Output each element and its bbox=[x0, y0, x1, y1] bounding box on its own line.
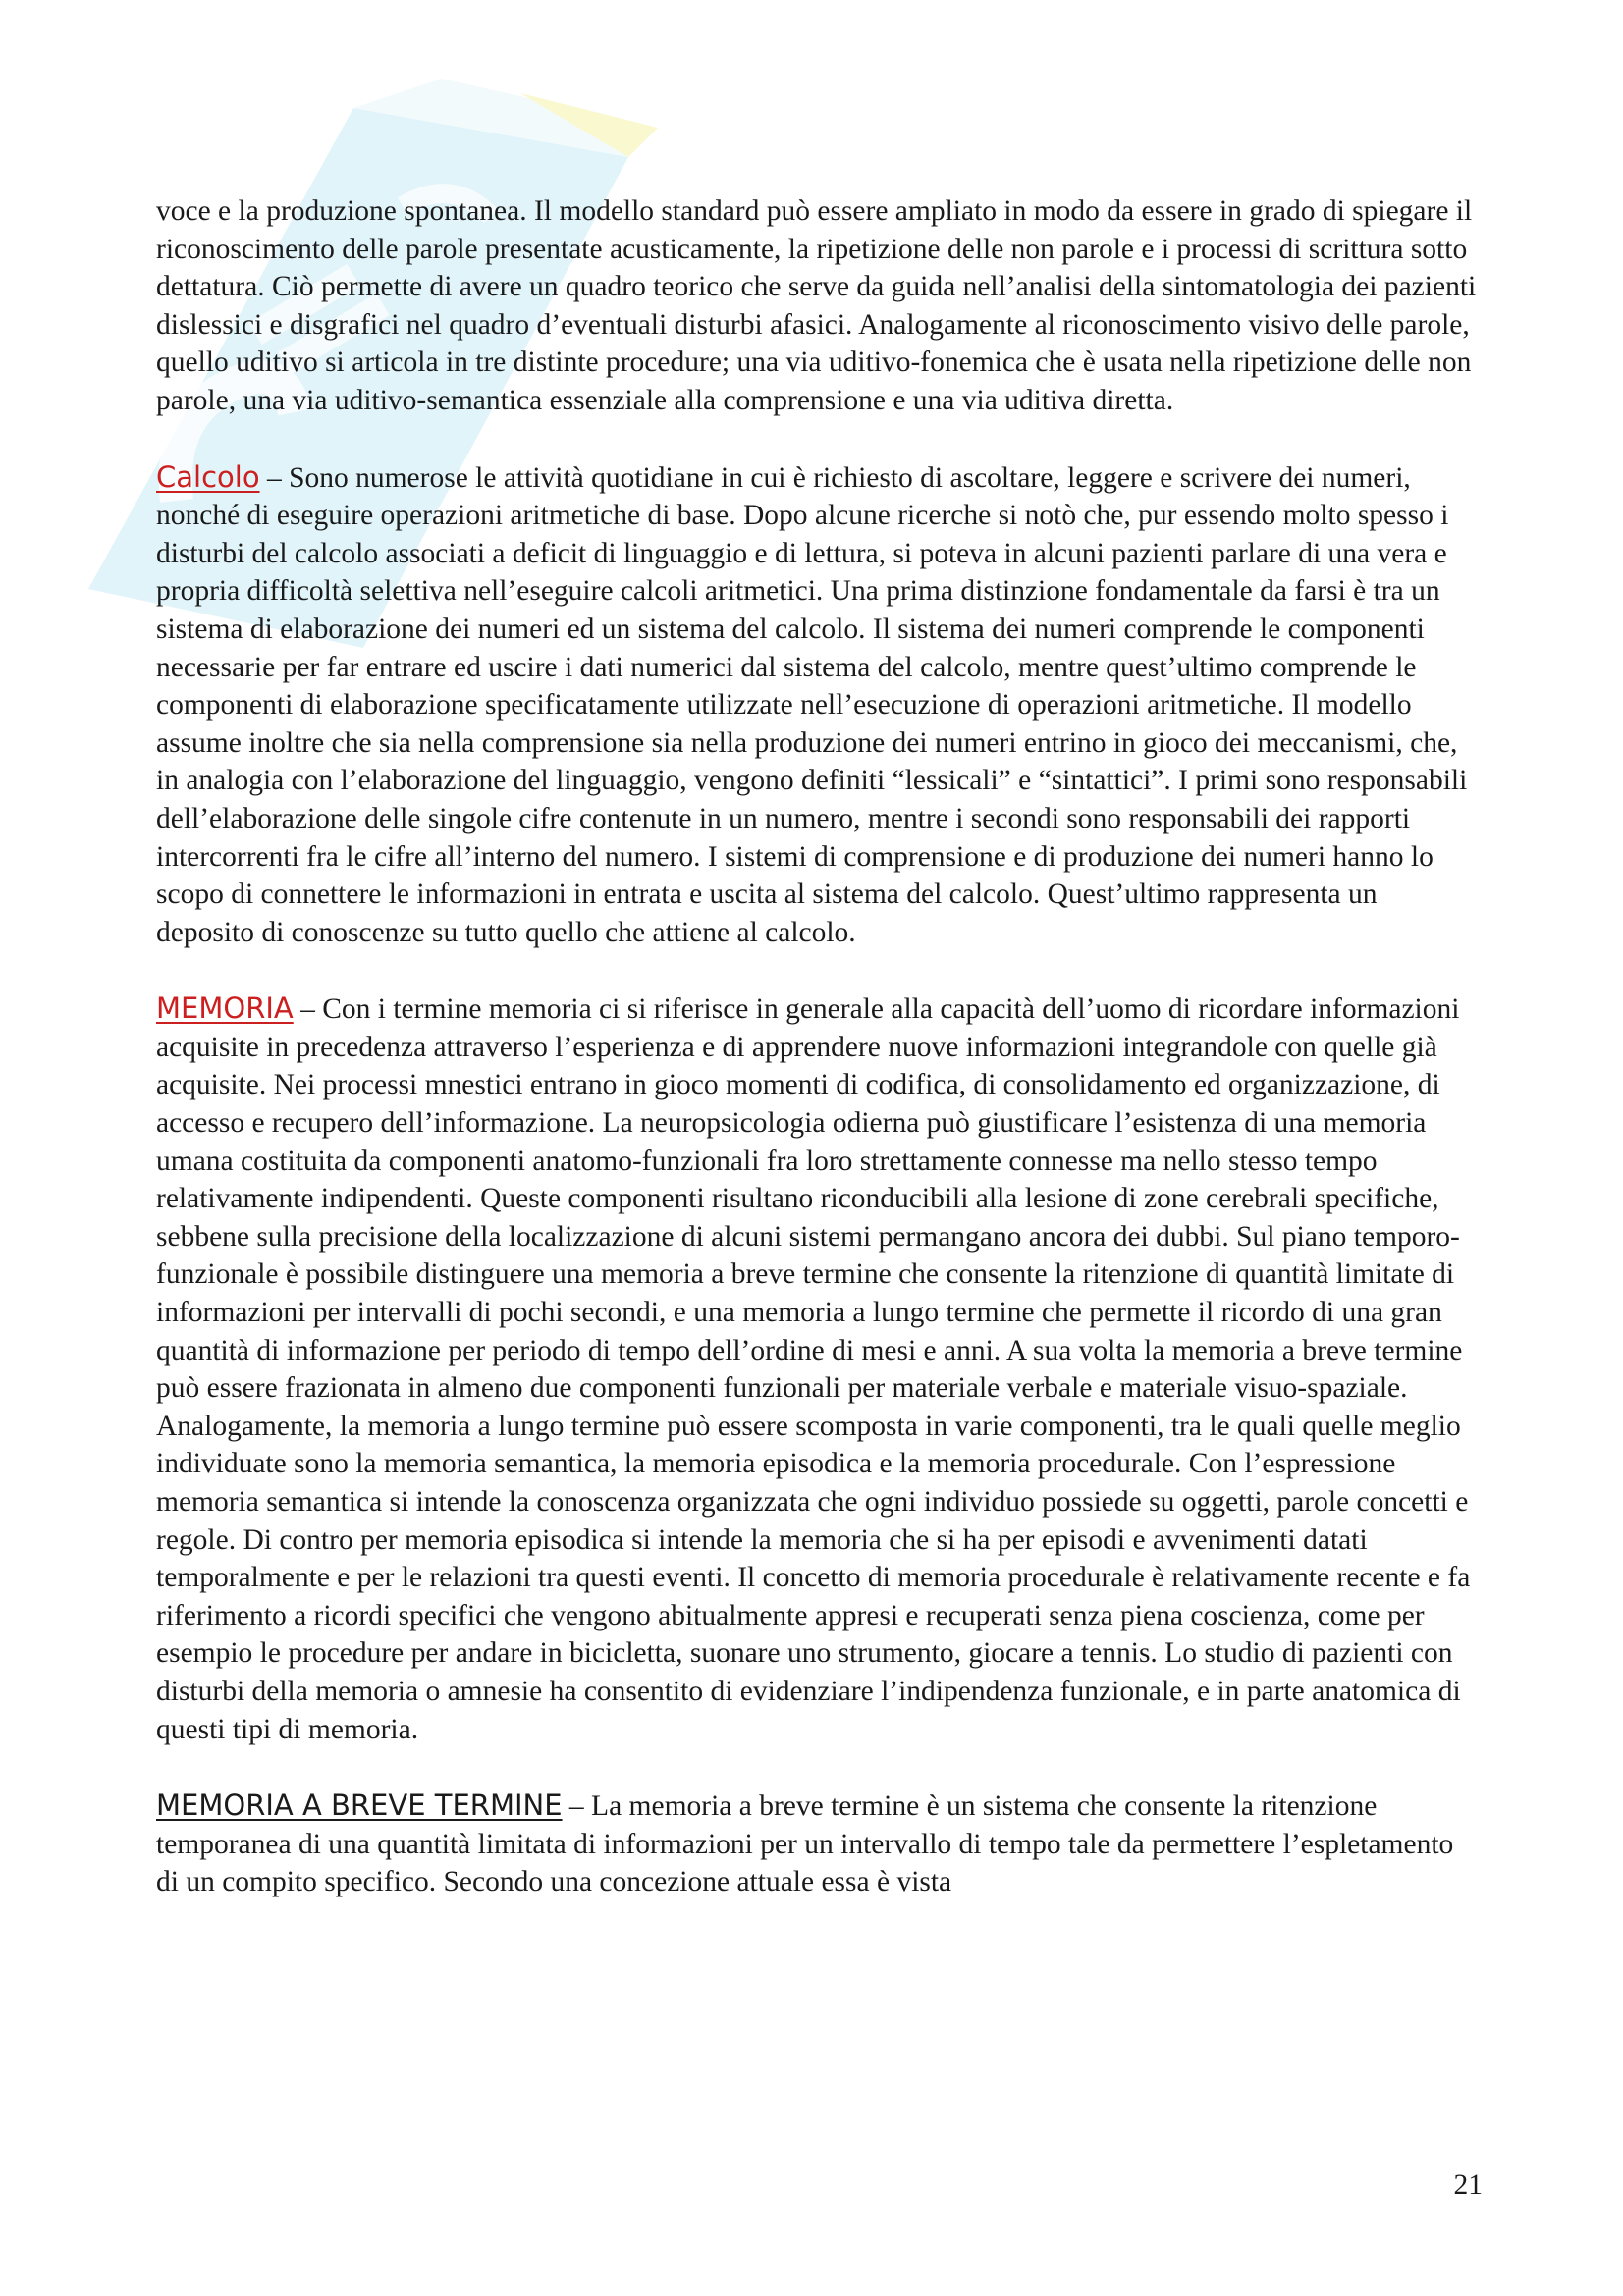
paragraph-text: Sono numerose le attività quotidiane in cui è richiesto di ascoltare, leggere e scrivere dei numeri, nonché di eseguire operazioni aritmetiche di base. Dopo alcune ricerche si notò che, pur essendo molto spesso i disturbi del calcolo associati a deficit di linguaggio e di lettura, si poteva in alcuni pazienti parlare di una vera e propria difficoltà selettiva nell’eseguire calcoli aritmetici. Una prima distinzione fondamentale da farsi è tra un sistema di elaborazione dei numeri ed un sistema del calcolo. Il sistema dei numeri comprende le componenti necessarie per far entrare ed uscire i dati numerici dal sistema del calcolo, mentre quest’ultimo comprende le componenti di elaborazione specificatamente utilizzate nell’esecuzione di operazioni aritmetiche. Il modello assume inoltre che sia nella comprensione sia nella produzione dei numeri entrino in gioco dei meccanismi, che, in analogia con l’elaborazione del linguaggio, vengono definiti “lessicali” e “sintattici”. I primi sono responsabili dell’elaborazione delle singole cifre contenute in un numero, mentre i secondi sono responsabili dei rapporti intercorrenti fra le cifre all’interno del numero. I sistemi di comprensione e di produzione dei numeri hanno lo scopo di connettere le informazioni in entrata e uscita al sistema del calcolo. Quest’ultimo rappresenta un deposito di conoscenze su tutto quello che attiene al calcolo. bbox=[156, 461, 1468, 948]
page-number: 21 bbox=[1453, 2169, 1483, 2201]
section-heading-memoria: MEMORIA bbox=[156, 991, 294, 1026]
section-heading-calcolo: Calcolo bbox=[156, 459, 260, 494]
section-heading-memoria-breve-termine: MEMORIA A BREVE TERMINE bbox=[156, 1789, 563, 1823]
paragraph-text: voce e la produzione spontanea. Il modello standard può essere ampliato in modo da essere in grado di spiegare il riconoscimento delle parole presentate acusticamente, la ripetizione delle non parole e i processi di scrittura sotto dettatura. Ciò permette di avere un quadro teorico che serve da guida nell’analisi della sintomatologia dei pazienti dislessici e disgrafici nel quadro d’eventuali disturbi afasici. Analogamente al riconoscimento visivo delle parole, quello uditivo si articola in tre distinte procedure; una via uditivo-fonemica che è usata nella ripetizione delle non parole, una via uditivo-semantica essenziale alla comprensione e una via uditiva diretta. bbox=[156, 195, 1477, 416]
paragraph-calcolo bbox=[156, 458, 1482, 952]
heading-separator: – bbox=[259, 461, 290, 494]
paragraph-intro bbox=[156, 192, 1482, 420]
paragraph-memoria bbox=[156, 989, 1482, 1748]
paragraph-memoria-breve-termine bbox=[156, 1787, 1482, 1901]
heading-separator: – bbox=[562, 1790, 592, 1823]
paragraph-text: Con i termine memoria ci si riferisce in generale alla capacità dell’uomo di ricordare informazioni acquisite in precedenza attraverso l’esperienza e di apprendere nuove informazioni integrandole con quelle già acquisite. Nei processi mnestici entrano in gioco momenti di codifica, di consolidamento ed organizzazione, di accesso e recupero dell’informazione. La neuropsicologia odierna può giustificare l’esistenza di una memoria umana costituita da componenti anatomo-funzionali fra loro strettamente connesse ma nello stesso tempo relativamente indipendenti. Queste componenti risultano riconducibili alla lesione di zone cerebrali specifiche, sebbene sulla precisione della localizzazione di alcuni sistemi permangano ancora dei dubbi. Sul piano temporo-funzionale è possibile distinguere una memoria a breve termine che consente la ritenzione di quantità limitate di informazioni per intervalli di pochi secondi, e una memoria a lungo termine che permette il ricordo di una gran quantità di informazione per periodo di tempo dell’ordine di mesi e anni. A sua volta la memoria a breve termine può essere frazionata in almeno due componenti funzionali per materiale verbale e materiale visuo-spaziale. Analogamente, la memoria a lungo termine può essere scomposta in varie componenti, tra le quali quelle meglio individuate sono la memoria semantica, la memoria episodica e la memoria procedurale. Con l’espressione memoria semantica si intende la conoscenza organizzata che ogni individuo possiede su oggetti, parole concetti e regole. Di contro per memoria episodica si intende la memoria che si ha per episodi e avvenimenti datati temporalmente e per le relazioni tra questi eventi. Il concetto di memoria procedurale è relativamente recente e fa riferimento a ricordi specifici che vengono abitualmente appresi e recuperati senza piena coscienza, come per esempio le procedure per andare in bicicletta, suonare uno strumento, giocare a tennis. Lo studio di pazienti con disturbi della memoria o amnesie ha consentito di evidenziare l’indipendenza funzionale, e in parte anatomica di questi tipi di memoria. bbox=[156, 993, 1471, 1745]
heading-separator: – bbox=[293, 993, 323, 1026]
paragraph-text: La memoria a breve termine è un sistema che consente la ritenzione temporanea di una quantità limitata di informazioni per un intervallo di tempo tale da permettere l’espletamento di un compito specifico. Secondo una concezione attuale essa è vista bbox=[156, 1790, 1454, 1898]
document-body bbox=[156, 192, 1482, 1940]
